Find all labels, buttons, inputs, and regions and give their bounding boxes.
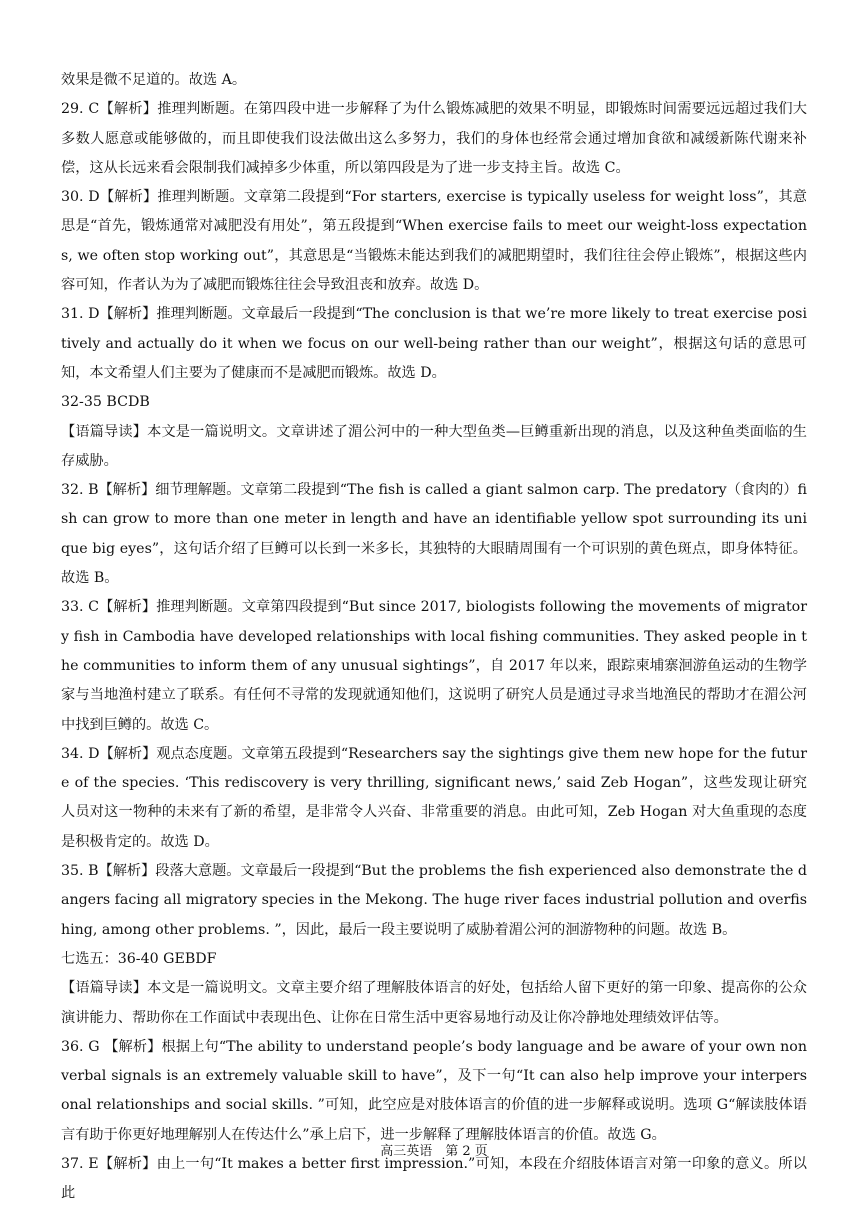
paragraph-q34: 34. D【解析】观点态度题。文章第五段提到“Researchers say the sightings give them new hope for the future of the species. ‘This rediscovery is very thrilling, significant news,’ said Zeb Hogan”，这些发现让研究人员对这一物种的未来有了新的希望，是非常令人兴奋、非常重要的消息。由此可知，Zeb Hogan 对大鱼重现的态度是积极肯定的。故选 D。 [61, 745, 807, 850]
paragraph-q32: 32. B【解析】细节理解题。文章第二段提到“The fish is called a giant salmon carp. The predatory（食肉的）fish can grow to more than one meter in length and have an identifiable yellow spot surrounding its unique big eyes”，这句话介绍了巨鳟可以长到一米多长，其独特的大眼睛周围有一个可识别的黄色斑点，即身体特征。故选 B。 [61, 482, 807, 587]
paragraph-q31: 31. D【解析】推理判断题。文章最后一段提到“The conclusion is that we’re more likely to treat exercise positively and actually do it when we focus on our well-being rather than our weight”，根据这句话的意思可知，本文希望人们主要为了健康而不是减肥而锻炼。故选 D。 [61, 306, 807, 381]
paragraph-q29: 29. C【解析】推理判断题。在第四段中进一步解释了为什么锻炼减肥的效果不明显，即锻炼时间需要远远超过我们大多数人愿意或能够做的，而且即使我们设法做出这么多努力，我们的身体也经常会通过增加食欲和减缓新陈代谢来补偿，这从长远来看会限制我们减掉多少体重，所以第四段是为了进一步支持主旨。故选 C。 [61, 101, 807, 176]
reading-guide-seven-choose-five: 【语篇导读】本文是一篇说明文。文章主要介绍了理解肢体语言的好处，包括给人留下更好的第一印象、提高你的公众演讲能力、帮助你在工作面试中表现出色、让你在日常生活中更容易地行动及让你冷静地处理绩效评估等。 [61, 980, 807, 1026]
reading-guide-c: 【语篇导读】本文是一篇说明文。文章讲述了湄公河中的一种大型鱼类—巨鳟重新出现的消息，以及这种鱼类面临的生存威胁。 [61, 423, 807, 469]
paragraph-q37: 37. E【解析】由上一句“It makes a better first impression.”可知，本段在介绍肢体语言对第一印象的意义。所以此 [61, 1155, 807, 1202]
page-footer: 高三英语 第 2 页 [380, 1144, 488, 1159]
paragraph-28-end: 效果是微不足道的。故选 A。 [61, 72, 247, 88]
paragraph-q33: 33. C【解析】推理判断题。文章第四段提到“But since 2017, biologists following the movements of migratory fish in Cambodia have developed relationships with local fishing communities. They asked people in the communities to inform them of any unusual sightings”，自 2017 年以来，跟踪柬埔寨洄游鱼运动的生物学家与当地渔村建立了联系。有任何不寻常的发现就通知他们，这说明了研究人员是通过寻求当地渔民的帮助才在湄公河中找到巨鳟的。故选 C。 [61, 599, 807, 733]
answer-explanations [61, 66, 807, 1209]
paragraph-q36: 36. G 【解析】根据上句“The ability to understand people’s body language and be aware of your own nonverbal signals is an extremely valuable skill to have”，及下一句“It can also help improve your interpersonal relationships and social skills. ”可知，此空应是对肢体语言的价值的进一步解释或说明。选项 G“解读肢体语言有助于你更好地理解别人在传达什么”承上启下，进一步解释了理解肢体语言的价值。故选 G。 [61, 1038, 807, 1143]
answers-32-35: 32-35 BCDB [61, 394, 150, 411]
paragraph-q35: 35. B【解析】段落大意题。文章最后一段提到“But the problems the fish experienced also demonstrate the dangers facing all migratory species in the Mekong. The huge river faces industrial pollution and overfishing, among other problems. ”，因此，最后一段主要说明了威胁着湄公河的洄游物种的问题。故选 B。 [61, 863, 807, 938]
paragraph-q30: 30. D【解析】推理判断题。文章第二段提到“For starters, exercise is typically useless for weight loss”，其意思是“首先，锻炼通常对减肥没有用处”，第五段提到“When exercise fails to meet our weight-loss expectations, we often stop working out”，其意思是“当锻炼未能达到我们的减肥期望时，我们往往会停止锻炼”，根据这些内容可知，作者认为为了减肥而锻炼往往会导致沮丧和放弃。故选 D。 [61, 189, 807, 294]
answers-36-40: 七选五：36-40 GEBDF [61, 950, 217, 967]
